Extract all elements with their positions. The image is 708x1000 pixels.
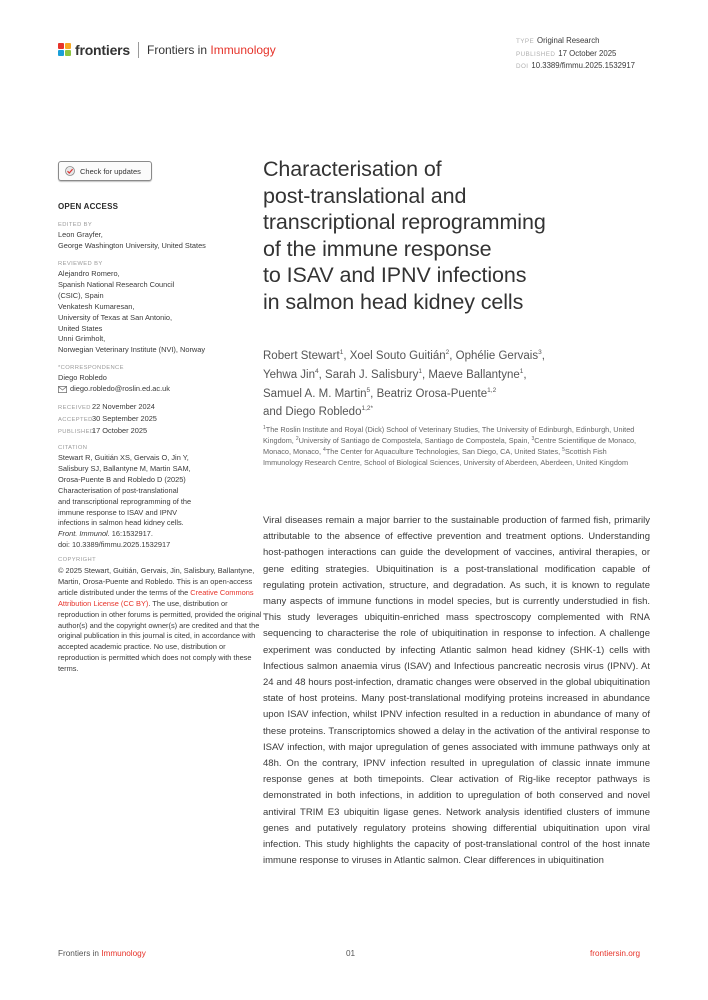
correspondence-name: Diego Robledo [58, 373, 107, 382]
date-published: PUBLISHED 17 October 2025 [58, 425, 148, 435]
mail-icon [58, 386, 67, 393]
citation-label: CITATION [58, 445, 88, 451]
copyright-label: COPYRIGHT [58, 557, 97, 563]
article-dates [58, 402, 248, 438]
footer-site-link[interactable]: frontiersin.org [590, 949, 641, 958]
author: Ophélie Gervais$^3$ [455, 349, 542, 362]
meta-doi: DOI 10.3389/fimmu.2025.1532917 [516, 61, 636, 70]
author-list: Robert Stewart$^1$, Xoel Souto Guitián$^2$, Ophélie Gervais$^3$, Yehwa Jin$^4$, Sarah J. Salisbury$^1$, Maeve Ballantyne$^1$, Samuel A. M. Martin$^5$, Beatriz Orosa-Puente$^{1,2}$ and Diego Robledo$^{1,2*}$ [263, 349, 545, 419]
check-updates-label: Check for updates [80, 166, 141, 176]
author: Sarah J. Salisbury$^1$ [325, 367, 422, 381]
meta-published: PUBLISHED 17 October 2025 [516, 48, 617, 58]
edited-by-label: EDITED BY [58, 222, 93, 228]
open-access-label: OPEN ACCESS [58, 202, 119, 211]
date-received: RECEIVED 22 November 2024 [58, 402, 155, 411]
frontiers-logo [58, 40, 276, 60]
abstract-text: Viral diseases remain a major barrier to the sustainable production of farmed fish, primarily attributable to the absence of effective prevention and treatment options. Understanding host-pathogen interactions can guide the development of vaccines, antiviral therapies, or gene editing strategies. Ubiquitination is a post-translational modification capable of regulating protein activation, structure, and degradation. As such, it is known to regulate many aspects of immune functions in model species, but is currently understudied in fish. This study leverages ubiquitin-enriched mass spectroscopy complemented with RNA sequencing to characterise the role of ubiquitination in response to infection. A challenge experiment was conducted by infecting Atlantic salmon head kidney (SHK-1) cells with Infectious salmon anaemia virus (ISAV) and Infectious pancreatic necrosis virus (IPNV). At 24 and 48 hours post-infection, dramatic changes were observed in the global ubiquitination state of host proteins. Many post-translational modifying proteins increased in abundance upon ISAV infection, whilst IPNV infection resulted in a reduction in abundance of many of these proteins. Transcriptomics showed a delay in the activation of the antiviral response to ISAV infection, with major upregulation of genes associated with immune pathways only at 48h. On the contrary, IPNV infection resulted in upregulation of classic innate immune response genes at both timepoints. Clear activation of Rig-like receptor pathways is demonstrated in both infections, in addition to upregulation of both conserved and novel antiviral TRIM E3 ubiquitin ligase genes. Network analysis identified clusters of immune genes and putatively regulatory proteins showing differential ubiquitination upon viral infection. This study highlights the capacity of post-translational control of the host innate immune response to viruses in Atlantic salmon. Clear differences in ubiquitination [263, 515, 650, 867]
meta-type: TYPE Original Research [516, 36, 600, 45]
copyright: © 2025 Stewart, Guitián, Gervais, Jin, Salisbury, Ballantyne, Martin, Orosa-Puente and Robledo. This is an open-access article distributed under the terms of the Creative Commons Attribution License (CC BY). The use, distribution or reproduction in other forums is permitted, provided the original author(s) and the copyright owner(s) are credited and that the original publication in this journal is cited, in accordance with accepted academic practice. No use, distribution or reproduction is permitted which does not comply with these terms. [58, 566, 262, 674]
frontiers-logo-icon [58, 43, 72, 57]
date-accepted: ACCEPTED 30 September 2025 [58, 413, 157, 423]
footer-journal: Frontiers in Immunology [58, 949, 146, 958]
author: Diego Robledo$^{1,2*}$ [285, 405, 374, 419]
page-number: 01 [346, 949, 356, 958]
check-for-updates-button[interactable] [58, 161, 152, 181]
author: Xoel Souto Guitián$^2$ [349, 349, 450, 362]
citation: Stewart R, Guitián XS, Gervais O, Jin Y, Salisbury SJ, Ballantyne M, Martin SAM, Orosa-Puente B and Robledo D (2025) Characterisation of post-translational and transcriptional reprogramming of the immune response to ISAV and IPNV infections in salmon head kidney cells. Front. Immunol. 16:1532917. doi: 10.3389/fimmu.2025.1532917 [58, 453, 192, 550]
cc-by-license-link[interactable]: Creative Commons Attribution License (CC BY) [58, 587, 254, 608]
correspondence-email[interactable]: diego.robledo@roslin.ed.ac.uk [70, 383, 170, 393]
article-title: Characterisation of post-translational and transcriptional reprogramming of the immune response to ISAV and IPNV infections in salmon head kidney cells [263, 157, 546, 314]
edited-by: Leon Grayfer, George Washington University, United States [58, 230, 206, 250]
author: Yehwa Jin$^4$ [263, 367, 319, 381]
reviewed-by: Alejandro Romero, Spanish National Research Council (CSIC), Spain Venkatesh Kumaresan, University of Texas at San Antonio, United States Unni Grimholt, Norwegian Veterinary Institute (NVI), Norway [58, 269, 206, 355]
logo-divider [138, 42, 139, 58]
author: Samuel A. M. Martin$^5$ [263, 386, 371, 400]
brand-name: frontiers [75, 42, 130, 58]
author: Robert Stewart$^1$ [263, 349, 344, 362]
journal-name: Frontiers in Immunology [147, 43, 276, 57]
author: Maeve Ballantyne$^1$ [428, 367, 524, 381]
author: Beatriz Orosa-Puente$^{1,2}$ [376, 386, 497, 400]
reviewed-by-label: REVIEWED BY [58, 261, 103, 267]
article-meta [516, 35, 635, 73]
affiliations: $^1$The Roslin Institute and Royal (Dick) School of Veterinary Studies, The University of Edinburgh, Edinburgh, United Kingdom, $^2$University of Santiago de Compostela, Santiago de Compostela, Spain, $^3$Centre Scientifique de Monaco, Monaco, Monaco, $^4$The Center for Aquaculture Technologies, San Diego, CA, United States, $^5$Scottish Fish Immunology Research Centre, School of Biological Sciences, University of Aberdeen, Aberdeen, United Kingdom [263, 425, 637, 467]
correspondence-email-row [58, 384, 248, 395]
correspondence-label: *CORRESPONDENCE [58, 365, 124, 371]
correspondence [58, 373, 248, 395]
check-updates-icon [65, 166, 75, 176]
